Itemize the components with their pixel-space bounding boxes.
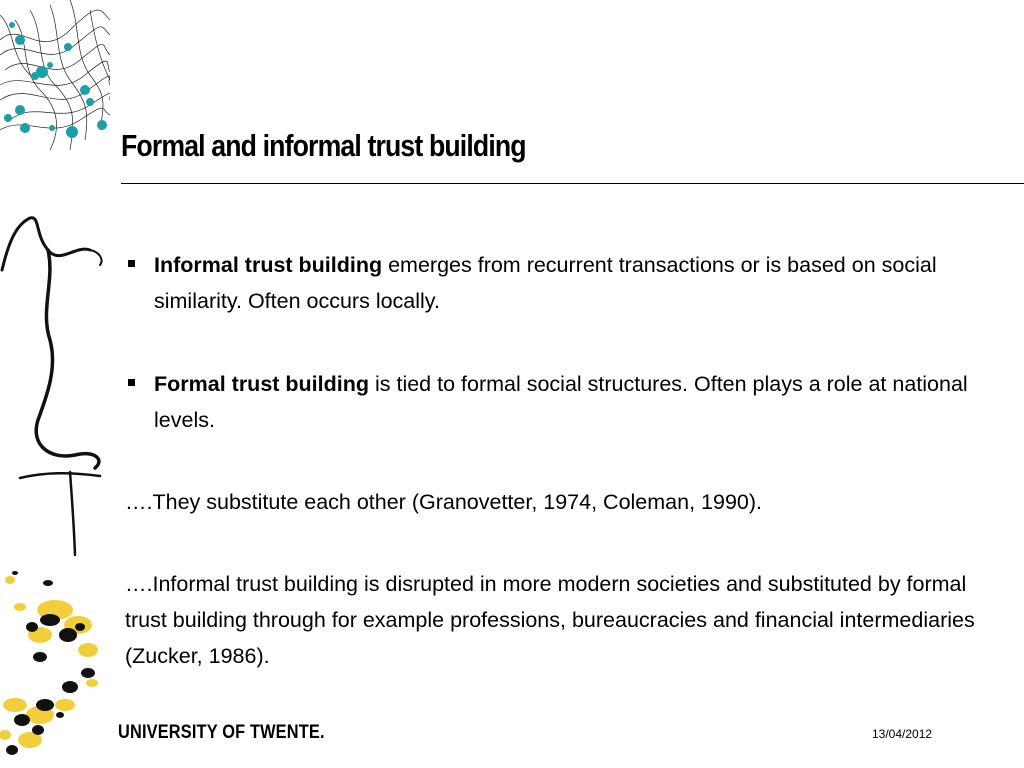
decorative-squiggle xyxy=(0,210,110,560)
bullet-term: Formal trust building xyxy=(154,372,369,396)
bullet-informal xyxy=(125,247,995,319)
bullet-marker-icon xyxy=(128,379,135,386)
paragraph-substitution: ….They substitute each other (Granovetter, 1974, Coleman, 1990). xyxy=(125,490,762,514)
slide-content xyxy=(125,247,995,674)
bullet-text: emerges from recurrent transactions or is based on social similarity. Often occurs locally. xyxy=(154,253,937,313)
paragraph-disruption: ….Informal trust building is disrupted in more modern societies and substituted by formal trust building through for example professions, bureaucracies and financial intermediaries (Zucker, 1986). xyxy=(125,572,975,668)
slide-date: 13/04/2012 xyxy=(872,727,933,741)
bullet-formal xyxy=(125,366,995,438)
bullet-term: Informal trust building xyxy=(154,253,383,277)
slide-title: Formal and informal trust building xyxy=(121,128,526,163)
decorative-line-art xyxy=(0,0,110,150)
decorative-blobs xyxy=(0,565,110,765)
university-logo: UNIVERSITY OF TWENTE. xyxy=(118,722,325,743)
bullet-text: is tied to formal social structures. Often plays a role at national levels. xyxy=(154,372,968,432)
bullet-marker-icon xyxy=(128,260,135,267)
title-divider xyxy=(121,183,1024,184)
